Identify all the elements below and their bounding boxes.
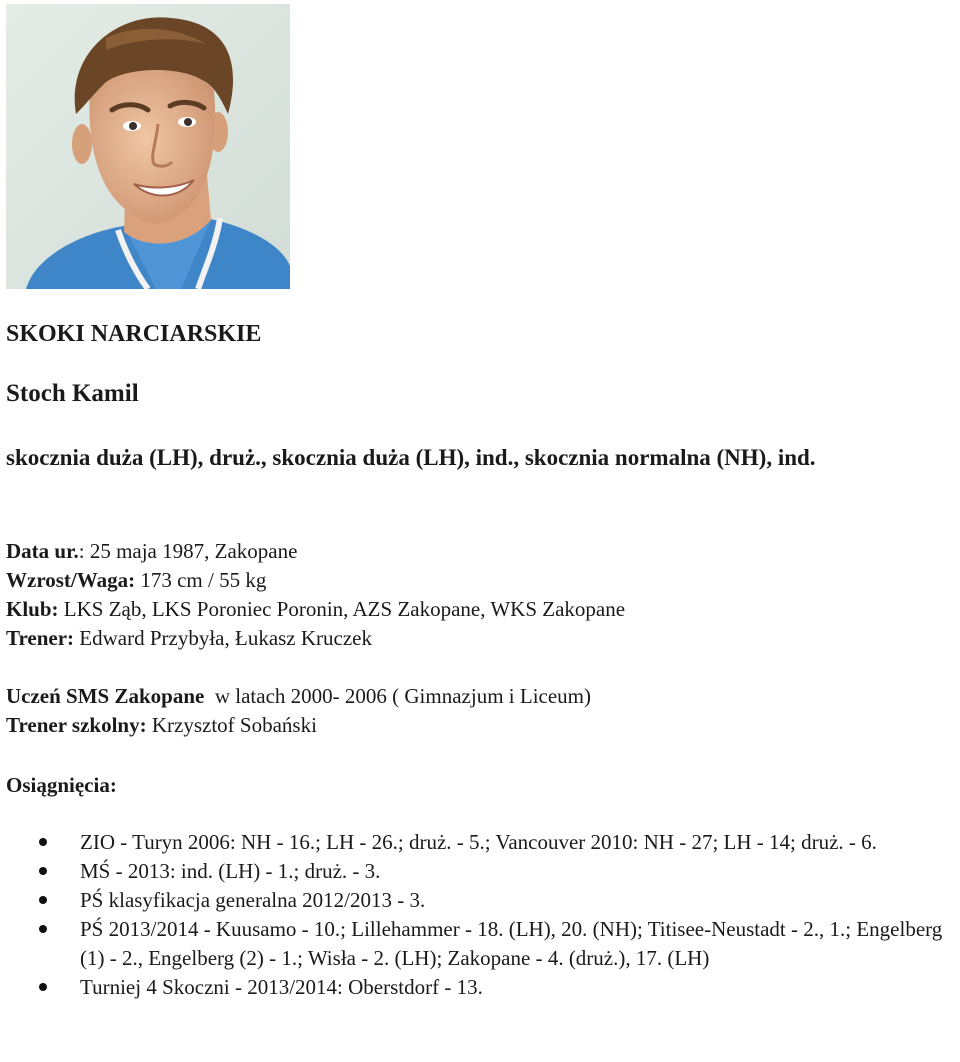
birth-date-row bbox=[6, 538, 297, 564]
list-item bbox=[0, 915, 960, 973]
school-coach-label: Trener szkolny: bbox=[6, 713, 147, 737]
bullet-icon bbox=[39, 867, 47, 875]
list-item bbox=[0, 857, 960, 886]
bullet-icon bbox=[39, 925, 47, 933]
bullet-icon bbox=[39, 896, 47, 904]
list-item bbox=[0, 828, 960, 857]
school-coach-value: Krzysztof Sobański bbox=[146, 713, 317, 737]
event-categories: skocznia duża (LH), druż., skocznia duża (LH), ind., skocznia normalna (NH), ind. bbox=[6, 445, 816, 470]
athlete-photo bbox=[6, 4, 290, 289]
height-weight-label: Wzrost/Waga: bbox=[6, 568, 136, 592]
achievement-text: ZIO - Turyn 2006: NH - 16.; LH - 26.; druż. - 5.; Vancouver 2010: NH - 27; LH - 14; druż. - 6. bbox=[80, 830, 877, 854]
club-value: LKS Ząb, LKS Poroniec Poronin, AZS Zakopane, WKS Zakopane bbox=[58, 597, 626, 621]
achievement-text: Turniej 4 Skoczni - 2013/2014: Oberstdorf - 13. bbox=[80, 975, 483, 999]
club-label: Klub: bbox=[6, 597, 59, 621]
bullet-icon bbox=[39, 838, 47, 846]
birth-date-value: : 25 maja 1987, Zakopane bbox=[78, 539, 298, 563]
club-row bbox=[6, 596, 625, 622]
achievement-text: PŚ 2013/2014 - Kuusamo - 10.; Lillehammer - 18. (LH), 20. (NH); Titisee-Neustadt - 2., 1.; Engelberg (1) - 2., Engelberg (2) - 1.; Wisła - 2. (LH); Zakopane - 4. (druż.), 17. (LH) bbox=[80, 917, 943, 970]
achievement-text: PŚ klasyfikacja generalna 2012/2013 - 3. bbox=[80, 888, 426, 912]
athlete-portrait-image bbox=[6, 4, 290, 289]
height-weight-value: 173 cm / 55 kg bbox=[135, 568, 267, 592]
coach-value: Edward Przybyła, Łukasz Kruczek bbox=[74, 626, 372, 650]
school-row bbox=[6, 683, 591, 709]
achievements-list bbox=[0, 828, 960, 1002]
sport-heading: SKOKI NARCIARSKIE bbox=[6, 321, 262, 347]
birth-date-label: Data ur. bbox=[6, 539, 79, 563]
bullet-icon bbox=[39, 983, 47, 991]
list-item bbox=[0, 886, 960, 915]
athlete-name: Stoch Kamil bbox=[6, 380, 139, 407]
school-label: Uczeń SMS Zakopane bbox=[6, 684, 205, 708]
coach-row bbox=[6, 625, 372, 651]
list-item bbox=[0, 973, 960, 1002]
achievement-text: MŚ - 2013: ind. (LH) - 1.; druż. - 3. bbox=[80, 859, 381, 883]
coach-label: Trener: bbox=[6, 626, 75, 650]
achievements-heading: Osiągnięcia: bbox=[6, 773, 117, 797]
height-weight-row bbox=[6, 567, 266, 593]
school-coach-row bbox=[6, 712, 317, 738]
school-value: w latach 2000- 2006 ( Gimnazjum i Liceum) bbox=[204, 684, 592, 708]
